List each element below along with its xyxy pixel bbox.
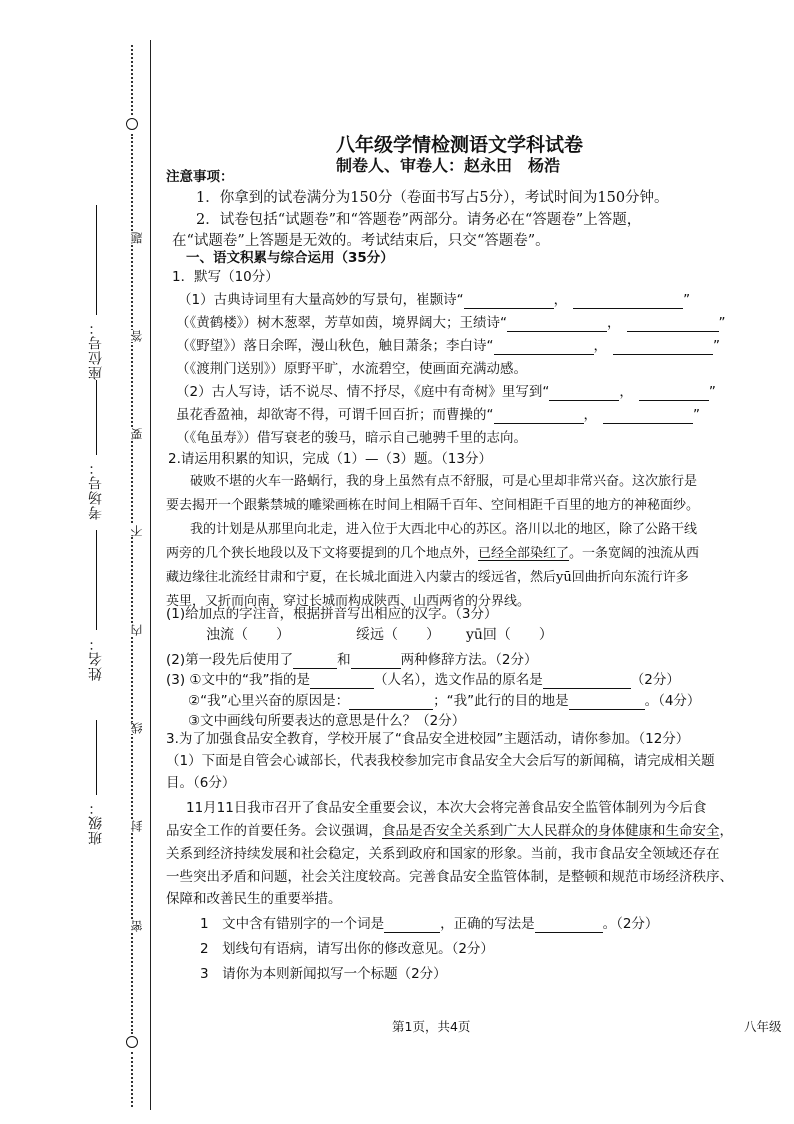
binding-border-line xyxy=(150,40,151,1110)
answer-blank[interactable] xyxy=(293,654,337,669)
sub-question xyxy=(200,915,658,933)
q1-line: （《渡荆门送别》）原野平旷，水流碧空，使画面充满动感。 xyxy=(176,361,527,377)
quote: ” xyxy=(718,315,726,331)
news-text: 品安全工作的首要任务。会议强调， xyxy=(166,823,382,839)
passage-line: 我的计划是从那里向北走，进入位于大西北中心的苏区。洛川以北的地区，除了公路干线 xyxy=(190,522,698,537)
sub-question: ③文中画线句所要表达的意思是什么？（2分） xyxy=(188,713,466,729)
question-text: (2)第一段先后使用了 xyxy=(166,652,294,668)
q1-line xyxy=(176,337,720,355)
question-text: ；“我”此行的目的地是 xyxy=(433,693,569,709)
q1-text: （《黄鹤楼》）树木葱翠，芳草如茵，境界阔大；王绩诗“ xyxy=(176,315,507,331)
sub-question xyxy=(188,692,700,710)
binding-dotted-line xyxy=(131,1052,133,1107)
comma: ， xyxy=(553,292,568,308)
binding-circle-bottom xyxy=(126,1036,138,1048)
sub-question: 目。（6分） xyxy=(166,775,236,791)
answer-blank[interactable] xyxy=(349,695,433,710)
sub-question xyxy=(166,651,537,669)
answer-blank[interactable] xyxy=(384,918,440,933)
comma: ， xyxy=(619,384,633,400)
quote: ” xyxy=(693,407,700,423)
news-line: 一些突出矛盾和问题，社会关注度较高。完善食品安全监管体制，是整顿和规范市场经济秩序、 xyxy=(166,869,733,885)
class-field[interactable] xyxy=(96,720,97,795)
pinyin-item: 浊流（ ） xyxy=(206,627,290,643)
exam-room-label: 考场号： xyxy=(88,460,104,520)
answer-blank[interactable] xyxy=(310,674,374,689)
quote: ” xyxy=(683,292,691,308)
question-text: （2分） xyxy=(630,672,680,688)
answer-blank[interactable] xyxy=(543,674,631,689)
question-text: 和 xyxy=(337,652,351,668)
pinyin-item: 绥远（ ） xyxy=(356,627,440,643)
exam-room-field[interactable] xyxy=(96,380,97,455)
sub-question: 3 请你为本则新闻拟写一个标题（2分） xyxy=(200,966,447,982)
question-text: ②“我”心里兴奋的原因是： xyxy=(188,693,350,709)
binding-circle-top xyxy=(126,118,138,130)
section-heading: 一、语文积累与综合运用（35分） xyxy=(186,250,394,266)
quote: ” xyxy=(708,384,716,400)
class-label: 班级： xyxy=(88,800,104,845)
binding-dotted-line xyxy=(131,45,133,115)
passage-line xyxy=(166,545,699,563)
q1-line xyxy=(176,406,700,424)
seat-field[interactable] xyxy=(96,205,97,315)
q1-line: （《龟虽寿》）借写衰老的骏马，暗示自己驰骋千里的志向。 xyxy=(176,430,527,446)
sub-question: 2 划线句有语病，请写出你的修改意见。（2分） xyxy=(200,941,494,957)
question-text: 两种修辞方法。（2分） xyxy=(400,652,538,668)
news-line: 11月11日我市召开了食品安全重要会议，本次大会将完善食品安全监管体制列为今后食 xyxy=(186,800,707,816)
answer-blank[interactable] xyxy=(549,386,619,401)
news-line: 保障和改善民生的重要举措。 xyxy=(166,891,342,907)
pinyin-item: yū回（ ） xyxy=(466,627,553,643)
q1-text: （2）古人写诗，话不说尽、情不抒尽，《庭中有奇树》里写到“ xyxy=(176,384,550,400)
binding-mark-7: 答 xyxy=(130,330,144,342)
passage-line: 破败不堪的火车一路蜗行，我的身上虽然有点不舒服，可是心里却非常兴奋。这次旅行是 xyxy=(190,474,698,489)
answer-blank[interactable] xyxy=(464,294,554,309)
seat-label: 座位号： xyxy=(88,320,104,380)
answer-blank[interactable] xyxy=(613,340,713,355)
question-text: (3) ①文中的“我”指的是 xyxy=(166,672,311,688)
underlined-sentence: 已经全部染红了 xyxy=(478,546,570,561)
sub-question xyxy=(166,671,680,689)
page-number: 第1页，共4页 xyxy=(392,1019,471,1034)
comma: ， xyxy=(607,315,621,331)
answer-blank[interactable] xyxy=(627,317,719,332)
quote: ” xyxy=(713,338,720,354)
binding-mark-8: 题 xyxy=(130,232,144,244)
question-title: 2.请运用积累的知识，完成（1）—（3）题。（13分） xyxy=(168,451,492,467)
question-text: 。（2分） xyxy=(602,916,659,932)
binding-dotted-line xyxy=(131,134,133,1034)
q1-text: （《野望》）落日余晖，漫山秋色，触目萧条；李白诗“ xyxy=(176,338,494,354)
q1-line xyxy=(176,383,716,401)
question-text: ，正确的写法是 xyxy=(440,916,535,932)
passage-text: 两旁的几个狭长地段以及下文将要提到的几个地点外， xyxy=(166,546,479,561)
binding-mark-1: 密 xyxy=(130,920,144,932)
answer-blank[interactable] xyxy=(494,409,584,424)
binding-mark-3: 线 xyxy=(130,722,144,734)
notice-item: 1．你拿到的试卷满分为150分（卷面书写占5分），考试时间为150分钟。 xyxy=(196,190,669,206)
binding-mark-5: 不 xyxy=(130,525,144,537)
passage-line: 藏边缘往北流经甘肃和宁夏，在长城北面进入内蒙古的绥远省，然后yū回曲折向东流行许多 xyxy=(166,570,689,585)
answer-blank[interactable] xyxy=(535,918,603,933)
answer-blank[interactable] xyxy=(573,294,683,309)
news-line xyxy=(166,822,733,840)
q1-line xyxy=(176,314,726,332)
binding-mark-6: 要 xyxy=(130,428,144,440)
passage-line: 英里，又折而向南，穿过长城而构成陕西、山西两省的分界线。 xyxy=(166,594,531,609)
grade-label: 八年级 xyxy=(744,1019,782,1034)
question-title: 3.为了加强食品安全教育，学校开展了“食品安全进校园”主题活动，请你参加。（12分） xyxy=(166,731,690,747)
q1-line xyxy=(178,291,690,309)
name-label: 姓名： xyxy=(88,636,104,681)
question-text: 。（4分） xyxy=(644,693,701,709)
q1-text: （1）古典诗词里有大量高妙的写景句，崔颢诗“ xyxy=(178,292,464,308)
notice-item: 2．试卷包括“试题卷”和“答题卷”两部分。请务必在“答题卷”上答题， xyxy=(196,212,642,228)
underlined-sentence: 食品是否安全关系到广大人民群众的身体健康和生命安全 xyxy=(382,823,720,839)
notice-item: 在“试题卷”上答题是无效的。考试结束后，只交“答题卷”。 xyxy=(172,233,550,249)
news-line: 关系到经济持续发展和社会稳定，关系到政府和国家的形象。当前，我市食品安全领域还存在 xyxy=(166,846,720,862)
comma: ， xyxy=(593,338,607,354)
comma: ， xyxy=(583,407,597,423)
news-text: ， xyxy=(719,823,733,839)
answer-blank[interactable] xyxy=(494,340,594,355)
answer-blank[interactable] xyxy=(351,654,401,669)
notice-heading: 注意事项： xyxy=(166,169,234,185)
passage-text: 。一条宽阔的浊流从西 xyxy=(569,546,700,561)
sub-question: (1)给加点的字注音，根据拼音写出相应的汉字。（3分） xyxy=(166,606,498,622)
page-title: 八年级学情检测语文学科试卷 xyxy=(336,134,584,156)
binding-mark-2: 封 xyxy=(130,820,144,832)
question-title: 1．默写（10分） xyxy=(172,269,279,285)
answer-blank[interactable] xyxy=(603,409,693,424)
answer-blank[interactable] xyxy=(507,317,607,332)
binding-mark-4: 内 xyxy=(130,624,144,636)
page-subtitle: 制卷人、审卷人：赵永田 杨浩 xyxy=(336,156,561,175)
q1-text: 虽花香盈袖，却欲寄不得，可谓千回百折；而曹操的“ xyxy=(176,407,494,423)
question-text: 1 文中含有错别字的一个词是 xyxy=(200,916,385,932)
name-field[interactable] xyxy=(96,530,97,630)
answer-blank[interactable] xyxy=(569,695,645,710)
passage-line: 要去揭开一个跟紫禁城的雕梁画栋在时间上相隔千百年、空间相距千百里的地方的神秘面纱。 xyxy=(166,498,700,513)
sub-question: （1）下面是自管会心诚部长，代表我校参加完市食品安全大会后写的新闻稿，请完成相关题 xyxy=(166,753,715,769)
question-text: （人名），选文作品的原名是 xyxy=(374,672,543,688)
answer-blank[interactable] xyxy=(639,386,709,401)
